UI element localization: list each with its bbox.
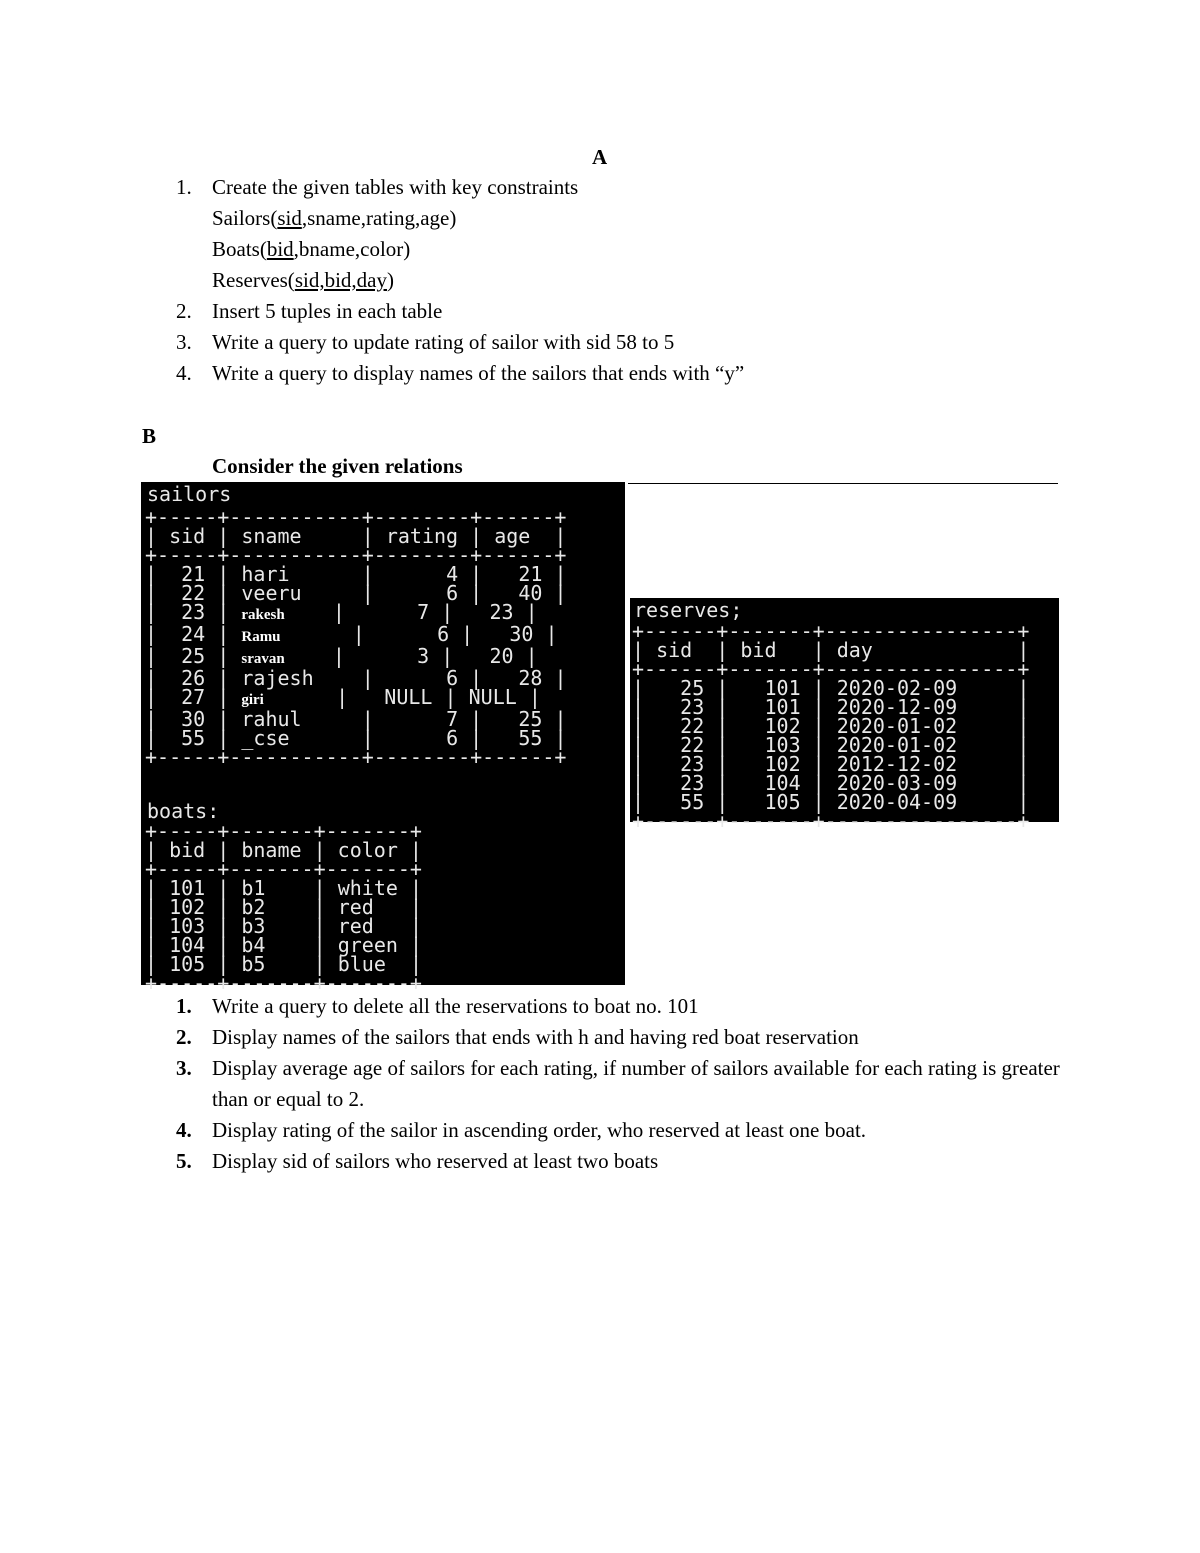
- schema-attrs: ,sname,rating,age): [301, 206, 457, 230]
- table-cell: 22: [656, 733, 705, 757]
- divider-line: [628, 483, 1058, 484]
- table-cell: 105: [740, 790, 801, 814]
- table-cell: 6: [385, 726, 459, 750]
- table-header: | sid | bid | day |: [632, 638, 1030, 662]
- table-cell: 102: [740, 752, 801, 776]
- item-text: Display rating of the sailor in ascending order, who reserved at least one boat.: [212, 1118, 867, 1142]
- table-cell: rajesh: [241, 666, 350, 690]
- table-cell: 23: [465, 600, 514, 624]
- table-cell: rahul: [241, 707, 350, 731]
- table-cell: b4: [241, 933, 302, 957]
- table-row: | 25 | 101 | 2020-02-09 |: [632, 676, 1030, 700]
- table-cell: b5: [241, 952, 302, 976]
- table-row: | 30 | rahul | 7 | 25 |: [145, 707, 567, 731]
- table-cell: 24: [169, 622, 206, 646]
- reserves-table: +------+-------+----------------+ | sid | bid | day | +------+-------+----------------+ | 25 | 101 | 2020-02-09 | | 23 | 101 | 2020-12-09 | | 22 | 102 | 2020-01-02 | | 22 | 103 | 2020-01-02 | | 23 | 102 | 2012-12-02 | | 23 | 104 | 2020-03-09 | | 55 | 105 | 2020-04-09 | +------+-------+----------------+: [632, 619, 1030, 833]
- table-cell: 6: [385, 581, 459, 605]
- section-b-list: [176, 991, 1066, 1177]
- sailors-table-title: sailors: [147, 482, 232, 506]
- item-number: 2.: [176, 1025, 192, 1049]
- table-cell: veeru: [241, 581, 350, 605]
- table-cell: 23: [656, 771, 705, 795]
- table-cell: b1: [241, 876, 302, 900]
- schema-reserves: [212, 265, 1076, 296]
- table-row: | 25 | sravan | 3 | 20 |: [145, 644, 538, 668]
- table-cell: 27: [169, 685, 206, 709]
- schema-attrs: ,bname,color): [293, 237, 411, 261]
- list-item: [176, 1146, 1066, 1177]
- table-cell: 7: [356, 600, 430, 624]
- table-cell: 2020-03-09: [836, 771, 1006, 795]
- table-cell: 102: [169, 895, 206, 919]
- table-cell: 105: [169, 952, 206, 976]
- table-cell: 104: [740, 771, 801, 795]
- table-row: | 23 | 102 | 2012-12-02 |: [632, 752, 1030, 776]
- table-cell: 55: [494, 726, 543, 750]
- item-number: 3.: [176, 1056, 192, 1080]
- table-cell: blue: [337, 952, 398, 976]
- item-number: 2.: [176, 299, 192, 323]
- table-cell: 101: [169, 876, 206, 900]
- table-cell: 20: [465, 644, 514, 668]
- table-cell: 101: [740, 695, 801, 719]
- table-cell: 23: [169, 600, 206, 624]
- table-cell: 25: [169, 644, 206, 668]
- schema-key: sid,bid,day: [294, 268, 387, 292]
- item-number: 1.: [176, 994, 192, 1018]
- table-cell: 26: [169, 666, 206, 690]
- table-cell: 2020-02-09: [836, 676, 1006, 700]
- schema-name: Reserves(: [212, 268, 295, 292]
- list-item: [176, 1115, 1066, 1146]
- table-row: | 23 | 104 | 2020-03-09 |: [632, 771, 1030, 795]
- item-number: 1.: [176, 175, 192, 199]
- list-item: [176, 327, 1076, 358]
- table-cell: 2020-01-02: [836, 733, 1006, 757]
- table-cell: 22: [169, 581, 206, 605]
- table-row: | 55 | 105 | 2020-04-09 |: [632, 790, 1030, 814]
- table-cell: red: [337, 895, 398, 919]
- schema-key: sid: [277, 206, 302, 230]
- schema-sailors: [212, 203, 1076, 234]
- boats-table: +-----+-------+-------+ | bid | bname | color | +-----+-------+-------+ | 101 | b1 | white | | 102 | b2 | red | | 103 | b3 | red | | 104 | b4 | green | | 105 | b5 | blue | +-----+-------+-------+: [145, 819, 423, 995]
- list-item: [176, 1022, 1066, 1053]
- table-cell: 103: [169, 914, 206, 938]
- list-item: [176, 358, 1076, 389]
- table-cell: 2020-04-09: [836, 790, 1006, 814]
- item-text: Display sid of sailors who reserved at least two boats: [212, 1149, 659, 1173]
- schema-attrs: ): [386, 268, 394, 292]
- list-item: [176, 991, 1066, 1022]
- item-text: Display names of the sailors that ends with h and having red boat reservation: [212, 1025, 859, 1049]
- sailors-table: +-----+-----------+--------+------+ | sid | sname | rating | age | +-----+-----------+--------+------+ | 21 | hari | 4 | 21 | | 22 | veeru | 6 | 40 | | 23 | rakesh | 7 | 23 | | 24 | Ramu | 6 | 30 | | 25 | sravan | 3 | 20 | | 26 | rajesh | 6 | 28 | | 27 | giri | NULL | NULL | | 30 | rahul | 7 | 25 | | 55 | _cse | 6 | 55 | +-----+-----------+--------+------+: [145, 505, 567, 769]
- table-row: | 27 | giri | NULL | NULL |: [145, 685, 541, 709]
- table-row: | 104 | b4 | green |: [145, 933, 423, 957]
- table-row: | 26 | rajesh | 6 | 28 |: [145, 666, 567, 690]
- table-cell: Ramu: [241, 629, 281, 645]
- table-row: | 24 | Ramu | 6 | 30 |: [145, 622, 558, 646]
- boats-table-title: boats:: [147, 799, 220, 823]
- table-cell: 3: [356, 644, 430, 668]
- table-row: | 21 | hari | 4 | 21 |: [145, 562, 567, 586]
- table-cell: 4: [385, 562, 459, 586]
- table-row: | 22 | 102 | 2020-01-02 |: [632, 714, 1030, 738]
- table-row: | 23 | rakesh | 7 | 23 |: [145, 600, 538, 624]
- table-cell: white: [337, 876, 398, 900]
- terminal-reserves: [630, 598, 1059, 833]
- table-cell: 23: [656, 695, 705, 719]
- table-cell: NULL: [468, 685, 517, 709]
- table-cell: green: [337, 933, 398, 957]
- table-cell: b3: [241, 914, 302, 938]
- table-cell: 2020-12-09: [836, 695, 1006, 719]
- table-cell: 55: [656, 790, 705, 814]
- table-cell: _cse: [241, 726, 350, 750]
- item-text: Display average age of sailors for each rating, if number of sailors available for each rating is greater than or equal to 2.: [212, 1056, 1060, 1111]
- table-cell: 6: [376, 622, 450, 646]
- table-row: | 103 | b3 | red |: [145, 914, 423, 938]
- table-cell: 23: [656, 752, 705, 776]
- reserves-table-title: reserves;: [634, 598, 743, 622]
- item-text: Create the given tables with key constraints: [212, 175, 579, 199]
- table-cell: 30: [485, 622, 534, 646]
- list-item: [176, 296, 1076, 327]
- table-row: | 23 | 101 | 2020-12-09 |: [632, 695, 1030, 719]
- item-text: Write a query to delete all the reservations to boat no. 101: [212, 994, 699, 1018]
- section-b-label: B: [142, 424, 157, 448]
- schema-boats: [212, 234, 1076, 265]
- table-row: | 22 | 103 | 2020-01-02 |: [632, 733, 1030, 757]
- list-item: [176, 1053, 1066, 1115]
- table-cell: red: [337, 914, 398, 938]
- item-text: Write a query to update rating of sailor with sid 58 to 5: [212, 330, 675, 354]
- table-cell: sravan: [241, 651, 285, 667]
- table-cell: 102: [740, 714, 801, 738]
- table-header: | sid | sname | rating | age |: [145, 524, 567, 548]
- table-cell: NULL: [360, 685, 433, 709]
- table-cell: 104: [169, 933, 206, 957]
- terminal-sailors-boats: [141, 482, 625, 995]
- table-cell: 2012-12-02: [836, 752, 1006, 776]
- section-a-label: A: [592, 145, 608, 169]
- schema-key: bid: [266, 237, 294, 261]
- table-cell: hari: [241, 562, 350, 586]
- schema-name: Boats(: [212, 237, 267, 261]
- table-cell: 30: [169, 707, 206, 731]
- table-cell: 7: [385, 707, 459, 731]
- schema-name: Sailors(: [212, 206, 278, 230]
- table-cell: 25: [656, 676, 705, 700]
- table-cell: 22: [656, 714, 705, 738]
- table-cell: 28: [494, 666, 543, 690]
- section-b-intro: Consider the given relations: [212, 454, 463, 478]
- table-cell: rakesh: [241, 607, 285, 623]
- item-number: 4.: [176, 1118, 192, 1142]
- item-number: 4.: [176, 361, 192, 385]
- table-cell: 21: [169, 562, 206, 586]
- table-cell: 2020-01-02: [836, 714, 1006, 738]
- table-header: | bid | bname | color |: [145, 838, 422, 862]
- table-cell: b2: [241, 895, 302, 919]
- table-cell: 101: [740, 676, 801, 700]
- table-row: | 101 | b1 | white |: [145, 876, 423, 900]
- table-cell: 6: [385, 666, 459, 690]
- table-cell: 25: [494, 707, 543, 731]
- table-row: | 55 | _cse | 6 | 55 |: [145, 726, 567, 750]
- table-row: | 102 | b2 | red |: [145, 895, 423, 919]
- table-row: | 22 | veeru | 6 | 40 |: [145, 581, 567, 605]
- table-cell: 40: [494, 581, 543, 605]
- table-cell: giri: [241, 692, 264, 708]
- table-row: | 105 | b5 | blue |: [145, 952, 423, 976]
- item-number: 5.: [176, 1149, 192, 1173]
- item-text: Insert 5 tuples in each table: [212, 299, 443, 323]
- section-a-list: [176, 172, 1076, 389]
- item-number: 3.: [176, 330, 192, 354]
- list-item: [176, 172, 1076, 296]
- item-text: Write a query to display names of the sailors that ends with “y”: [212, 361, 745, 385]
- table-cell: 55: [169, 726, 206, 750]
- table-cell: 21: [494, 562, 543, 586]
- table-cell: 103: [740, 733, 801, 757]
